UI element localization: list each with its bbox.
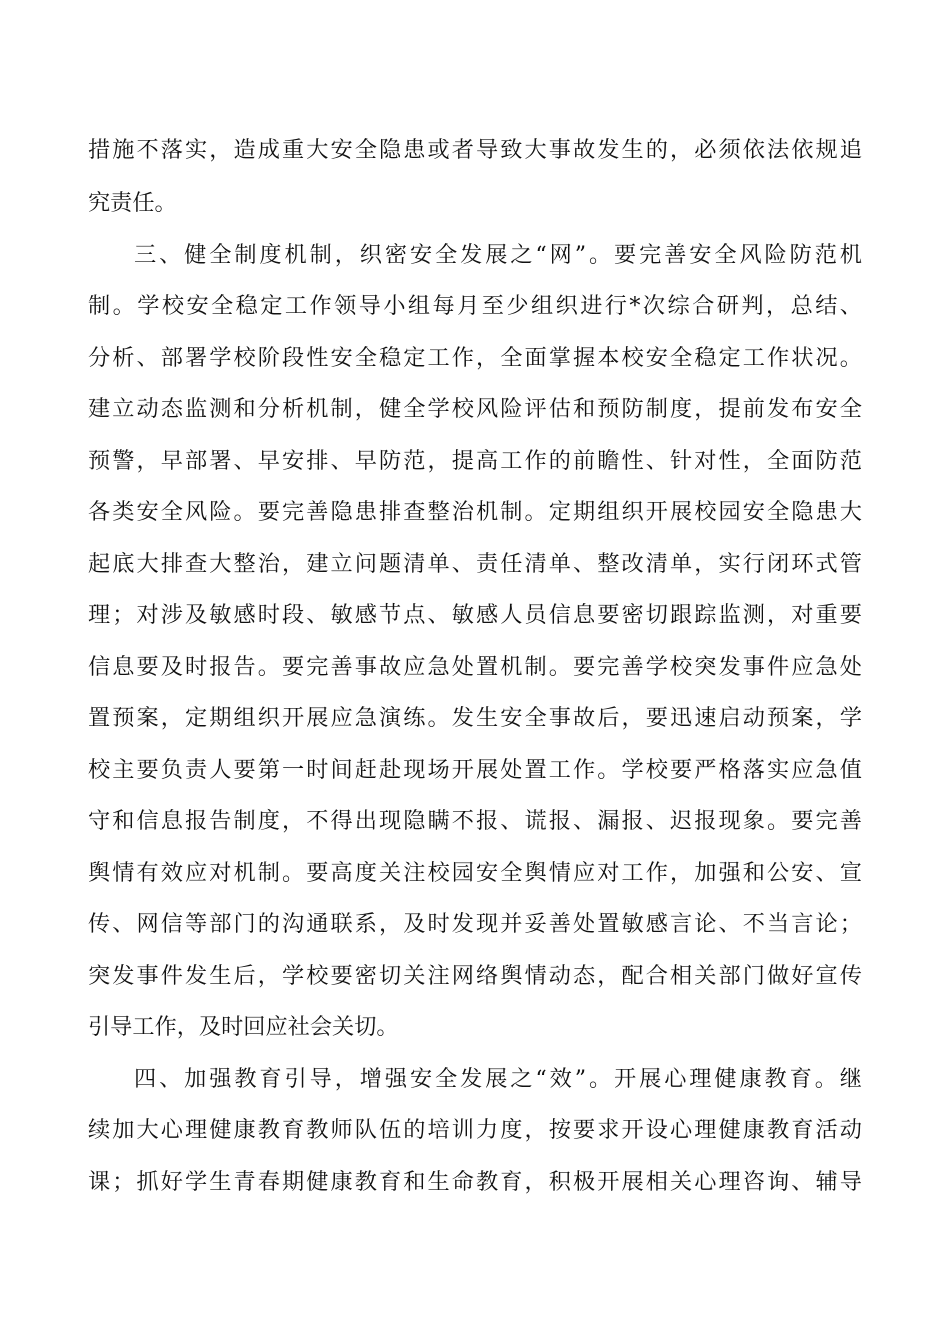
text-line: 突发事件发生后，学校要密切关注网络舆情动态，配合相关部门做好宣传 <box>88 963 862 989</box>
text-line: 各类安全风险。要完善隐患排查整治机制。定期组织开展校园安全隐患大 <box>88 499 862 525</box>
text-line: 起底大排查大整治，建立问题清单、责任清单、整改清单，实行闭环式管 <box>88 551 862 577</box>
text-line: 守和信息报告制度，不得出现隐瞒不报、谎报、漏报、迟报现象。要完善 <box>88 808 862 834</box>
text-line: 传、网信等部门的沟通联系，及时发现并妥善处置敏感言论、不当言论； <box>88 911 862 937</box>
text-line: 校主要负责人要第一时间赶赴现场开展处置工作。学校要严格落实应急值 <box>88 757 862 783</box>
text-line: 续加大心理健康教育教师队伍的培训力度，按要求开设心理健康教育活动 <box>88 1117 862 1143</box>
text-line: 课；抓好学生青春期健康教育和生命教育，积极开展相关心理咨询、辅导 <box>88 1169 862 1195</box>
text-line: 理；对涉及敏感时段、敏感节点、敏感人员信息要密切跟踪监测，对重要 <box>88 602 862 628</box>
text-line: 信息要及时报告。要完善事故应急处置机制。要完善学校突发事件应急处 <box>88 654 862 680</box>
text-line: 措施不落实，造成重大安全隐患或者导致大事故发生的，必须依法依规追 <box>88 137 862 163</box>
text-line: 置预案，定期组织开展应急演练。发生安全事故后，要迅速启动预案，学 <box>88 705 862 731</box>
text-line: 建立动态监测和分析机制，健全学校风险评估和预防制度，提前发布安全 <box>88 396 862 422</box>
text-line: 舆情有效应对机制。要高度关注校园安全舆情应对工作，加强和公安、宣 <box>88 860 862 886</box>
text-line: 引导工作，及时回应社会关切。 <box>88 1014 399 1040</box>
text-line: 制。学校安全稳定工作领导小组每月至少组织进行*次综合研判，总结、 <box>88 293 862 319</box>
text-line: 预警，早部署、早安排、早防范，提高工作的前瞻性、针对性，全面防范 <box>88 448 862 474</box>
text-line: 三、健全制度机制，织密安全发展之“网”。要完善安全风险防范机 <box>134 242 862 268</box>
text-line: 究责任。 <box>88 190 177 216</box>
text-line: 分析、部署学校阶段性安全稳定工作，全面掌握本校安全稳定工作状况。 <box>88 345 862 371</box>
text-line: 四、加强教育引导，增强安全发展之“效”。开展心理健康教育。继 <box>134 1066 862 1092</box>
